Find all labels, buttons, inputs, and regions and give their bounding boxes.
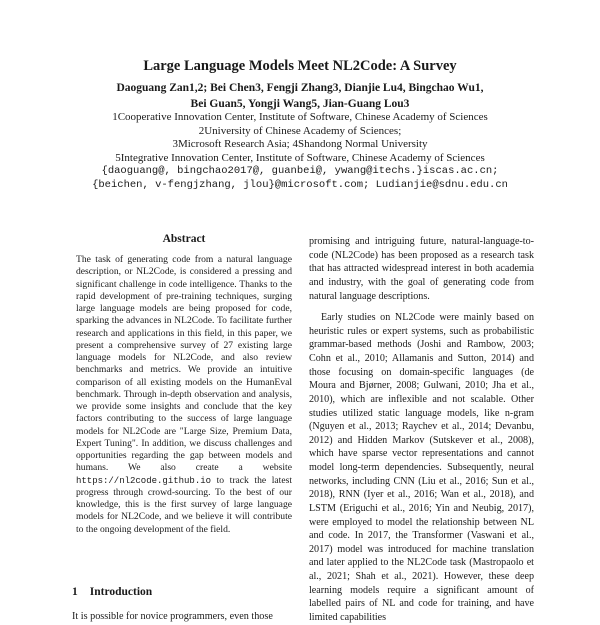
section-heading-introduction <box>72 586 152 598</box>
affiliation-2: 2University of Chinese Academy of Sciences; <box>198 124 402 137</box>
abstract-body <box>76 254 292 536</box>
email-line-2: {beichen, v-fengjzhang, jlou}@microsoft.com; Ludianjie@sdnu.edu.cn <box>92 178 508 191</box>
right-paragraph-2: Early studies on NL2Code were mainly based on heuristic rules or expert systems, such as probabilistic grammar-based methods (Joshi and Rambow, 2003; Cohn et al., 2010; Allamanis and Sutton, 2014) and those focusing on domain-specific languages (de Moura and Bjørner, 2008; Gulwani, 2010; Jha et al., 2010), which are inflexible and not scalable. Other studies utilized static language models, like n-gram (Nguyen et al., 2013; Raychev et al., 2014; Devanbu, 2012) and Hidden Markov (Sutskever et al., 2008), which have sparse vector representations and cannot model long-term dependencies. Subsequently, neural networks, including CNN (Liu et al., 2016; Sun et al., 2018), RNN (Iyer et al., 2016; Wan et al., 2018), and LSTM (Eriguchi et al., 2016; Yin and Neubig, 2017), were employed to model the relationship between NL and code. In 2017, the Transformer (Vaswani et al., 2017) model was introduced for machine translation and later applied to the NL2Code task (Mastropaolo et al., 2021; Shah et al., 2021). However, these deep learning models require a significant amount of labelled pairs of NL and code for training, and have limited capabilities <box>309 312 534 623</box>
website-link[interactable]: https://nl2code.github.io <box>76 475 212 486</box>
abstract-heading: Abstract <box>162 233 206 245</box>
right-column <box>309 235 534 625</box>
section-title: Introduction <box>89 586 153 598</box>
affiliation-1: 1Cooperative Innovation Center, Institute of Software, Chinese Academy of Sciences <box>112 111 488 123</box>
affiliations <box>40 111 560 192</box>
introduction-text: It is possible for novice programmers, even those <box>72 611 273 622</box>
paper-title: Large Language Models Meet NL2Code: A Survey <box>143 58 457 74</box>
affiliation-5: 5Integrative Innovation Center, Institute of Software, Chinese Academy of Sciences <box>115 151 485 164</box>
abstract-text-1: The task of generating code from a natural language description, or NL2Code, is considered a pressing and significant challenge in code intelligence. Thanks to the rapid development of pre-training techniques, surging large language models are being proposed for code, sparking the advances in NL2Code. To facilitate further research and applications in this field, in this paper, we present a comprehensive survey of 27 existing large language models for NL2Code, and also review benchmarks and metrics. We provide an intuitive comparison of all existing models on the HumanEval benchmark. Through in-depth observation and analysis, we provide some insights and conclude that the key factors contributing to the success of large language models for NL2Code are "Large Size, Premium Data, Expert Tuning". In addition, we discuss challenges and opportunities regarding the gap between models and humans. We also create a website <box>76 254 292 474</box>
author-line-2: Bei Guan5, Yongji Wang5, Jian-Guang Lou3 <box>190 98 410 110</box>
author-line-1: Daoguang Zan1,2; Bei Chen3, Fengji Zhang3, Dianjie Lu4, Bingchao Wu1, <box>116 82 484 94</box>
email-line-1: {daoguang@, bingchao2017@, guanbei@, ywang@itechs.}iscas.ac.cn; <box>101 165 499 177</box>
affiliation-3: 3Microsoft Research Asia; 4Shandong Normal University <box>172 138 428 150</box>
section-number: 1 <box>72 586 78 598</box>
abstract-text-2: to track the latest progress through crowd-sourcing. To the best of our knowledge, this is the first survey of large language models for NL2Code, and we believe it will contribute to the ongoing development of the field. <box>76 474 292 535</box>
author-list <box>90 80 510 112</box>
right-paragraph-1: promising and intriguing future, natural-language-to-code (NL2Code) has been proposed as a research task that has attracted widespread interest in both academia and industry, with the goal of generating code from natural language descriptions. <box>309 236 534 302</box>
